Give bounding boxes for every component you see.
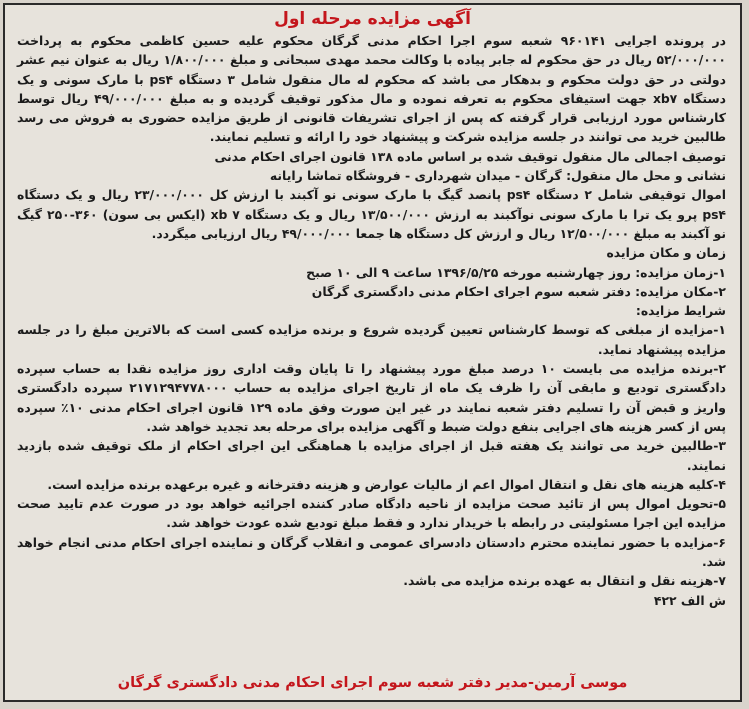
time-place-heading: زمان و مکان مزایده: [606, 245, 726, 261]
auction-place: ۲-مکان مزایده: دفتر شعبه سوم اجرای احکام مدنی دادگستری گرگان: [311, 283, 726, 299]
condition-5: ۵-تحویل اموال پس از تائید صحت مزایده از ناحیه دادگاه صادر کننده اجرائیه خواهد بود در صورت عدم تایید صحت مزایده این اجرا مسئولیتی در رابطه با خریدار ندارد و فقط مبلغ تودیع شده عودت خواهد شد.: [17, 496, 726, 531]
notice-frame: [3, 3, 742, 702]
condition-4: ۴-کلیه هزینه های نقل و انتقال اموال اعم از مالیات عوارض و هزینه دفترخانه و غیره برعهده برنده مزایده است.: [47, 476, 726, 492]
condition-1: ۱-مزایده از مبلغی که توسط کارشناس تعیین گردیده شروع و برنده مزایده کسی است که بالاترین مبلغ را در جلسه مزایده پیشنهاد نماید.: [17, 322, 726, 357]
notice-body: [5, 31, 740, 610]
description-heading: توصیف اجمالی مال منقول توقیف شده بر اساس ماده ۱۳۸ قانون اجرای احکام مدنی: [214, 148, 726, 164]
address-line: نشانی و محل مال منقول: گرگان - میدان شهرداری - فروشگاه تماشا رایانه: [269, 168, 726, 184]
intro-paragraph: در پرونده اجرایی ۹۶۰۱۴۱ شعبه سوم اجرا احکام مدنی گرگان محکوم علیه حسین کاظمی محکوم به پرداخت ۵۲/۰۰۰/۰۰۰ ریال در حق محکوم له جابر پیاده با وکالت محمد مهدی سبحانی و مبلغ ۱/۸۰۰/۰۰۰ ریال به عنوان نیم عشر دولتی در حق دولت محکوم و بدهکار می باشد که محکوم له مال منقول شامل ۳ دستگاه ps۴ با مارک سونی و یک دستگاه xb۷ جهت استیفای محکوم به تعرفه نموده و مال مذکور توقیف گردیده و به مبلغ ۴۹/۰۰۰/۰۰۰ ریال توسط کارشناس مورد ارزیابی قرار گرفته که پس از اجرای تشریفات قانونی از طریق مزایده حضوری به فروش می رسد طالبین خرید می توانند در جلسه مزایده شرکت و پیشنهاد خود را ارائه و تسلیم نمایند.: [17, 33, 726, 145]
items-paragraph: اموال توقیفی شامل ۲ دستگاه ps۴ پانصد گیگ با مارک سونی نو آکبند با ارزش کل ۲۳/۰۰۰/۰۰۰ ریال و یک دستگاه ps۴ پرو یک ترا با مارک سونی نوآکبند به ارزش ۱۳/۵۰۰/۰۰۰ ریال و یک دستگاه xb ۷ (ایکس بی سون) ۳۶۰-۲۵۰ گیگ نو آکبند به مبلغ ۱۲/۵۰۰/۰۰۰ ریال و ارزش کل دستگاه ها جمعا ۴۹/۰۰۰/۰۰۰ ریال ارزیابی میگردد.: [17, 187, 726, 241]
notice-title: آگهی مزایده مرحله اول: [274, 9, 471, 29]
condition-7: ۷-هزینه نقل و انتقال به عهده برنده مزایده می باشد.: [403, 573, 726, 589]
reference-code: ش الف ۴۲۲: [653, 592, 726, 608]
signature-footer: موسی آرمین-مدیر دفتر شعبه سوم اجرای احکام مدنی دادگستری گرگان: [117, 675, 628, 691]
auction-time: ۱-زمان مزایده: روز چهارشنبه مورخه ۱۳۹۶/۵/۲۵ ساعت ۹ الی ۱۰ صبح: [306, 264, 726, 280]
condition-6: ۶-مزایده با حضور نماینده محترم دادستان دادسرای عمومی و انقلاب گرگان و نماینده اجرای احکام مدنی انجام خواهد شد.: [17, 534, 726, 570]
conditions-heading: شرایط مزایده:: [635, 303, 726, 319]
condition-3: ۳-طالبین خرید می توانند یک هفته قبل از اجرای مزایده با هماهنگی این اجرای احکام از ملک توقیف شده بازدید نمایند.: [17, 438, 726, 473]
condition-2: ۲-برنده مزایده می بایست ۱۰ درصد مبلغ مورد پیشنهاد را تا پایان وقت اداری روز مزایده نقدا به حساب سپرده دادگستری تودیع و مابقی آن را ظرف یک ماه از تاریخ اجرای مزایده به حساب ۲۱۷۱۲۹۴۷۷۸۰۰۰ سپرده دادگستری واریز و قبض آن را تسلیم دفتر شعبه نمایند در غیر این صورت وفق ماده ۱۲۹ قانون اجرای احکام مدنی ۱۰٪ سپرده پس از کسر هزینه های اجرایی بنفع دولت ضبط و آگهی مزایده برای مرحله بعد تجدید خواهد شد.: [17, 361, 726, 434]
